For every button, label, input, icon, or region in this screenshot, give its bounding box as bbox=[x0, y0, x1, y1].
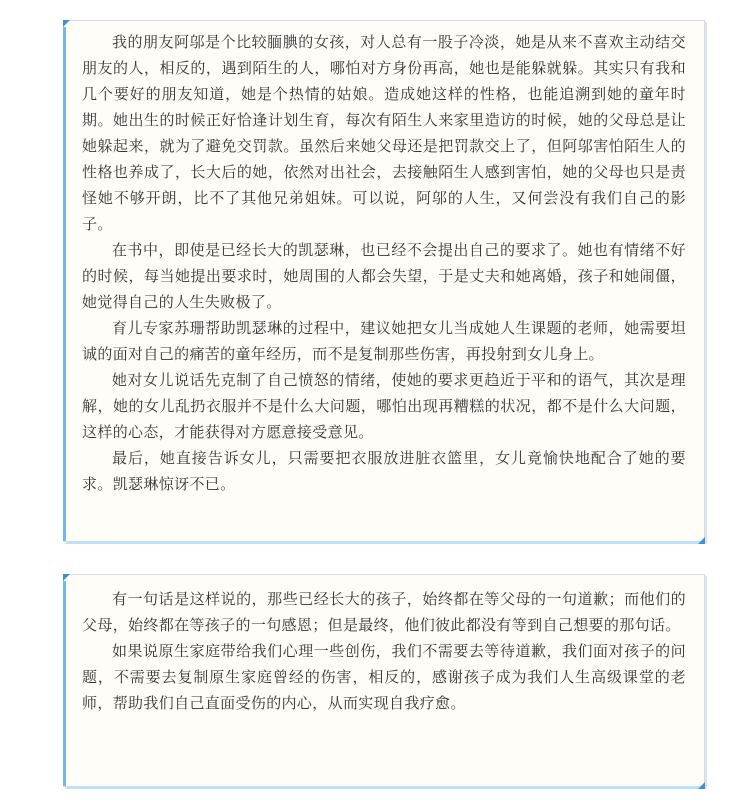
article-box-2 bbox=[63, 574, 705, 787]
bottom-accent-strip bbox=[67, 786, 699, 789]
left-accent-strip bbox=[63, 27, 66, 541]
paragraph: 如果说原生家庭带给我们心理一些创伤，我们不需要去等待道歉，我们面对孩子的问题，不需要去复制原生家庭曾经的伤害，相反的，感谢孩子成为我们人生高级课堂的老师，帮助我们自己直面受伤的内心，从而实现自我疗愈。 bbox=[82, 642, 686, 712]
paragraph: 我的朋友阿邬是个比较腼腆的女孩，对人总有一股子冷淡，她是从来不喜欢主动结交朋友的人，相反的，遇到陌生的人，哪怕对方身份再高，她也是能躲就躲。其实只有我和几个要好的朋友知道，她是个热情的姑娘。造成她这样的性格，也能追溯到她的童年时期。她出生的时候正好恰逢计划生育，每次有陌生人来家里造访的时候，她的父母总是让她躲起来，就为了避免交罚款。虽然后来她父母还是把罚款交上了，但阿邬害怕陌生人的性格也养成了，长大后的她，依然对出社会，去接触陌生人感到害怕，她的父母也只是责怪她不够开朗，比不了其他兄弟姐妹。可以说，阿邬的人生，又何尝没有我们自己的影子。 bbox=[82, 33, 686, 233]
bottom-accent-strip bbox=[67, 541, 699, 544]
box-content bbox=[82, 29, 686, 497]
paragraph: 她对女儿说话先克制了自己愤怒的情绪，使她的要求更趋近于平和的语气，其次是理解，她的女儿乱扔衣服并不是什么大问题，哪怕出现再糟糕的状况，都不是什么大问题，这样的心态，才能获得对方愿意接受意见。 bbox=[82, 371, 686, 441]
paragraph: 有一句话是这样说的，那些已经长大的孩子，始终都在等父母的一句道歉；而他们的父母，始终都在等孩子的一句感恩；但是最终，他们彼此都没有等到自己想要的那句话。 bbox=[82, 590, 686, 634]
corner-decoration bbox=[63, 574, 70, 581]
paragraph: 最后，她直接告诉女儿，只需要把衣服放进脏衣篮里，女儿竟愉快地配合了她的要求。凯瑟琳惊讶不已。 bbox=[82, 449, 686, 493]
box-content bbox=[82, 586, 686, 716]
paragraph: 育儿专家苏珊帮助凯瑟琳的过程中，建议她把女儿当成她人生课题的老师，她需要坦诚的面对自己的痛苦的童年经历，而不是复制那些伤害，再投射到女儿身上。 bbox=[82, 319, 686, 363]
article-box-1 bbox=[63, 20, 705, 542]
corner-decoration bbox=[63, 20, 70, 27]
paragraph: 在书中，即使是已经长大的凯瑟琳，也已经不会提出自己的要求了。她也有情绪不好的时候，每当她提出要求时，她周围的人都会失望，于是丈夫和她离婚，孩子和她闹僵，她觉得自己的人生失败极了。 bbox=[82, 241, 686, 311]
corner-decoration bbox=[698, 537, 705, 544]
corner-decoration bbox=[698, 782, 705, 789]
left-accent-strip bbox=[63, 581, 66, 786]
